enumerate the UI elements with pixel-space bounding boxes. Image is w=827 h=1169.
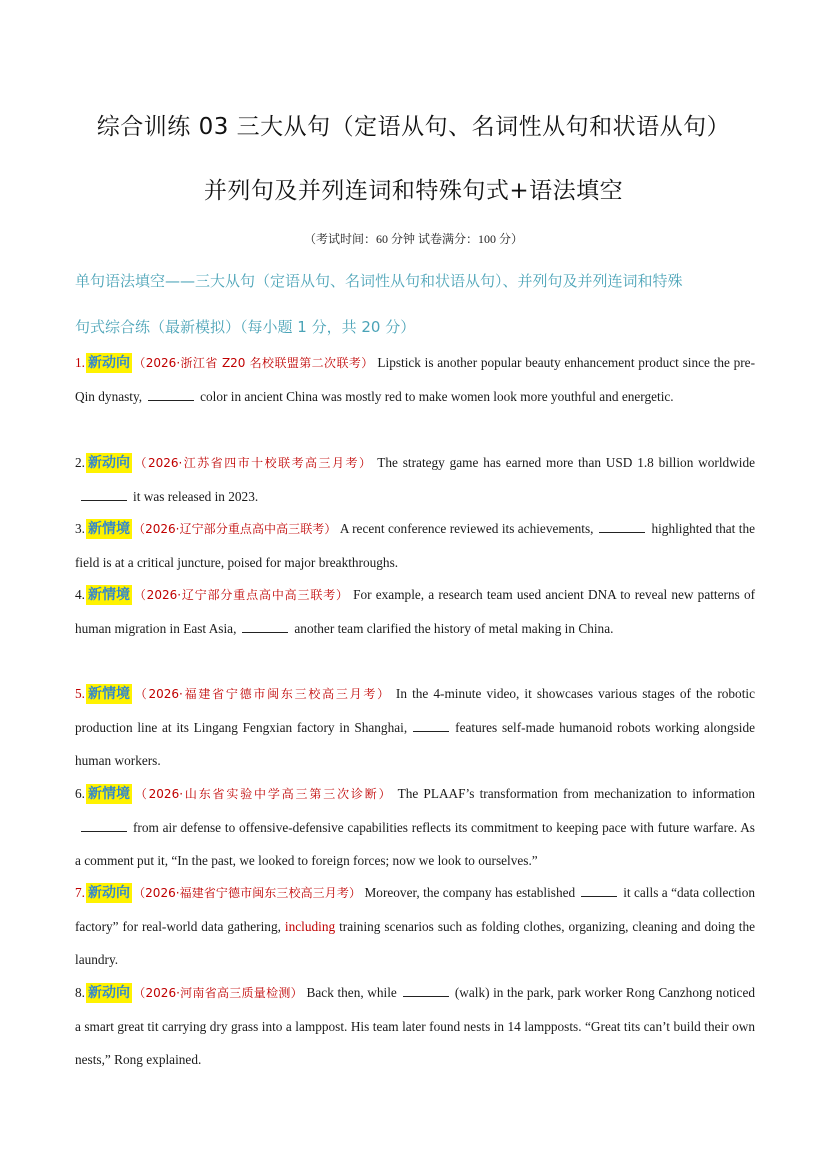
answer-blank[interactable] bbox=[242, 620, 288, 633]
question-number: 5. bbox=[75, 686, 85, 701]
question-text: Back then, while bbox=[306, 985, 397, 1000]
answer-blank[interactable] bbox=[599, 520, 645, 533]
section-heading-line-1: 单句语法填空——三大从句（定语从句、名词性从句和状语从句）、并列句及并列连词和特殊 bbox=[75, 272, 683, 290]
tag-badge: 新情境 bbox=[87, 521, 130, 537]
title-line-1: 综合训练 03 三大从句（定语从句、名词性从句和状语从句） bbox=[96, 114, 731, 140]
tag-badge: 新动向 bbox=[87, 355, 130, 371]
question-text: The strategy game has earned more than USD 1.8 billion worldwide bbox=[377, 455, 756, 470]
question-number: 2. bbox=[75, 455, 85, 470]
question-2 bbox=[75, 446, 755, 513]
tag-badge: 新情境 bbox=[87, 587, 130, 603]
question-text: from air defense to offensive-defensive capabilities reflects its commitment to keeping pace with future warfare. As a comment put it, “In the past, we looked to foreign forces; now we look to ourselves.” bbox=[75, 820, 755, 868]
answer-blank[interactable] bbox=[413, 719, 449, 732]
answer-blank[interactable] bbox=[403, 984, 449, 997]
highlighted-word: including bbox=[284, 919, 336, 934]
tag-badge: 新情境 bbox=[87, 786, 130, 802]
question-source: （2026·浙江省 Z20 名校联盟第二次联考） bbox=[132, 356, 374, 370]
question-6 bbox=[75, 777, 755, 877]
question-source: （2026·辽宁部分重点高中高三联考） bbox=[132, 522, 337, 536]
question-number: 4. bbox=[75, 587, 85, 602]
question-source: （2026·福建省宁德市闽东三校高三月考） bbox=[132, 687, 391, 701]
question-source: （2026·江苏省四市十校联考高三月考） bbox=[132, 456, 373, 470]
question-source: （2026·河南省高三质量检测） bbox=[132, 986, 303, 1000]
tag-badge: 新动向 bbox=[87, 885, 130, 901]
question-source: （2026·辽宁部分重点高中高三联考） bbox=[132, 588, 349, 602]
question-text: it calls a “data collection factory” for real-world data gathering, bbox=[75, 885, 755, 934]
question-text: In the 4-minute video, it showcases various stages of the robotic production line at its Lingang Fengxian factory in Shanghai, bbox=[75, 686, 755, 735]
question-8 bbox=[75, 976, 755, 1076]
answer-blank[interactable] bbox=[81, 819, 127, 832]
answer-blank[interactable] bbox=[581, 884, 617, 897]
question-5 bbox=[75, 677, 755, 777]
answer-blank[interactable] bbox=[81, 488, 127, 501]
question-1 bbox=[75, 346, 755, 413]
question-text: training scenarios such as folding clothes, organizing, cleaning and doing the laundry. bbox=[75, 919, 755, 967]
question-text: The PLAAF’s transformation from mechanization to information bbox=[397, 786, 755, 801]
answer-blank[interactable] bbox=[148, 388, 194, 401]
question-text: (walk) in the park, park worker Rong Canzhong noticed a smart great tit carrying dry grass into a lamppost. His team later found nests in 14 lampposts. “Great tits can’t build their own nests,” Rong explained. bbox=[75, 985, 755, 1067]
exam-info: （考试时间：60 分钟 试卷满分：100 分） bbox=[303, 232, 523, 246]
tag-badge: 新动向 bbox=[87, 985, 130, 1001]
question-number: 6. bbox=[75, 786, 85, 801]
question-source: （2026·山东省实验中学高三第三次诊断） bbox=[132, 787, 393, 801]
title-line-2: 并列句及并列连词和特殊句式+语法填空 bbox=[203, 178, 624, 204]
question-text: it was released in 2023. bbox=[133, 489, 259, 504]
question-text: features self-made humanoid robots working alongside human workers. bbox=[75, 720, 756, 768]
question-text: Lipstick is another popular beauty enhancement product since the pre-Qin dynasty, bbox=[75, 355, 755, 404]
question-text: For example, a research team used ancient DNA to reveal new patterns of human migration in East Asia, bbox=[75, 587, 756, 636]
question-text: Moreover, the company has established bbox=[364, 885, 576, 900]
question-4 bbox=[75, 578, 755, 645]
question-number: 8. bbox=[75, 985, 85, 1000]
tag-badge: 新动向 bbox=[87, 455, 130, 471]
section-heading-line-2: 句式综合练（最新模拟）（每小题 1 分，共 20 分） bbox=[75, 318, 416, 336]
question-text: A recent conference reviewed its achievements, bbox=[339, 521, 594, 536]
question-number: 3. bbox=[75, 521, 85, 536]
tag-badge: 新情境 bbox=[87, 686, 130, 702]
question-number: 1. bbox=[75, 355, 85, 370]
question-text: another team clarified the history of metal making in China. bbox=[294, 621, 614, 636]
question-number: 7. bbox=[75, 885, 85, 900]
question-7 bbox=[75, 876, 755, 976]
question-text: color in ancient China was mostly red to make women look more youthful and energetic. bbox=[200, 389, 674, 404]
question-source: （2026·福建省宁德市闽东三校高三月考） bbox=[132, 886, 362, 900]
question-text: highlighted that the field is at a critical juncture, poised for major breakthroughs. bbox=[75, 521, 756, 570]
question-3 bbox=[75, 512, 755, 579]
